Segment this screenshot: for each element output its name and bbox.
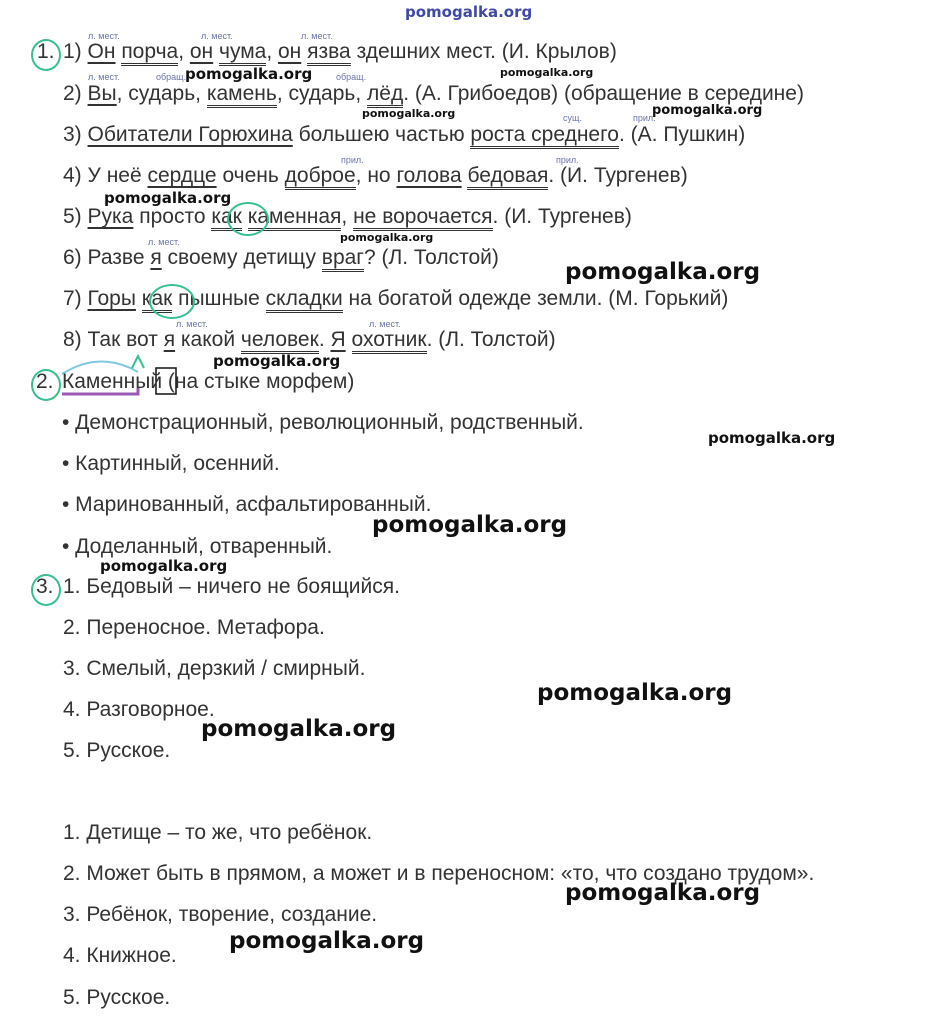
watermark: pomogalka.org <box>340 231 434 244</box>
watermark: pomogalka.org <box>500 66 594 79</box>
list-b-item: 4. Книжное. <box>63 944 177 967</box>
annotation-pron: л. мест. <box>301 31 333 41</box>
watermark: pomogalka.org <box>372 512 568 538</box>
sentence-7: 7) Горы как пышные складки на богатой одежде земли. (М. Горький) <box>63 286 728 312</box>
task-2-number: 2. <box>36 370 54 393</box>
watermark: pomogalka.org <box>185 65 313 83</box>
watermark: pomogalka.org <box>201 716 397 742</box>
annotation-address: обращ. <box>156 72 187 82</box>
sentence-4: 4) У неё сердце очень доброе, но голова бедовая. (И. Тургенев) <box>63 163 688 189</box>
suffix-mark <box>132 356 144 368</box>
site-watermark-top[interactable]: pomogalka.org <box>405 3 533 21</box>
list-a-item: 5. Русское. <box>63 739 171 762</box>
watermark: pomogalka.org <box>708 429 836 447</box>
annotation-noun: сущ. <box>563 113 582 123</box>
annotation-pron: л. мест. <box>176 319 208 329</box>
annotation-pron: л. мест. <box>201 31 233 41</box>
bullet-item: • Картинный, осенний. <box>62 452 280 475</box>
annotation-pron: л. мест. <box>148 237 180 247</box>
sentence-1: 1) Он порча, он чума, он язва здешних мест. (И. Крылов) <box>63 39 617 65</box>
watermark: pomogalka.org <box>100 557 228 575</box>
sentence-3: 3) Обитатели Горюхина большею частью роста среднего. (А. Пушкин) <box>63 122 745 148</box>
annotation-pron: л. мест. <box>88 31 120 41</box>
sentence-6: 6) Разве я своему детищу враг? (Л. Толстой) <box>63 245 499 271</box>
sentence-2: 2) Вы, сударь, камень, сударь, лёд. (А. Грибоедов) (обращение в середине) <box>63 81 804 107</box>
annotation-address: обращ. <box>336 72 367 82</box>
watermark: pomogalka.org <box>565 880 761 906</box>
list-b-item: 1. Детище – то же, что ребёнок. <box>63 821 373 844</box>
bullet-item: • Маринованный, асфальтированный. <box>62 493 432 516</box>
task-1-number: 1. <box>37 40 55 63</box>
task-3-number: 3. <box>36 575 54 598</box>
list-a-item: 2. Переносное. Метафора. <box>63 616 325 639</box>
watermark: pomogalka.org <box>104 189 232 207</box>
sentence-5: 5) Рука просто как каменная, не ворочается. (И. Тургенев) <box>63 204 632 230</box>
bullet-item: • Демонстрационный, революционный, родственный. <box>62 411 584 434</box>
watermark: pomogalka.org <box>362 107 456 120</box>
annotation-adj: прил. <box>556 155 579 165</box>
annotation-pron: л. мест. <box>369 319 401 329</box>
annotation-adj: прил. <box>341 155 364 165</box>
watermark: pomogalka.org <box>213 352 341 370</box>
watermark: pomogalka.org <box>565 259 761 285</box>
word-kamennyy: Каменный (на стыке морфем) <box>62 370 355 393</box>
conjunction-circle <box>149 284 195 319</box>
bullet-item: • Доделанный, отваренный. <box>62 535 333 558</box>
list-a-item: 4. Разговорное. <box>63 698 215 721</box>
annotation-adj: прил. <box>633 113 656 123</box>
watermark: pomogalka.org <box>537 680 733 706</box>
watermark: pomogalka.org <box>652 103 763 118</box>
list-a-item: 1. Бедовый – ничего не боящийся. <box>63 575 400 598</box>
list-b-item: 3. Ребёнок, творение, создание. <box>63 903 378 926</box>
annotation-pron: л. мест. <box>88 72 120 82</box>
conjunction-circle <box>227 202 269 236</box>
watermark: pomogalka.org <box>229 928 425 954</box>
list-b-item: 2. Может быть в прямом, а может и в переносном: «то, что создано трудом». <box>63 862 815 885</box>
list-b-item: 5. Русское. <box>63 986 171 1009</box>
sentence-8: 8) Так вот я какой человек. Я охотник. (Л. Толстой) <box>63 327 556 353</box>
list-a-item: 3. Смелый, дерзкий / смирный. <box>63 657 366 680</box>
